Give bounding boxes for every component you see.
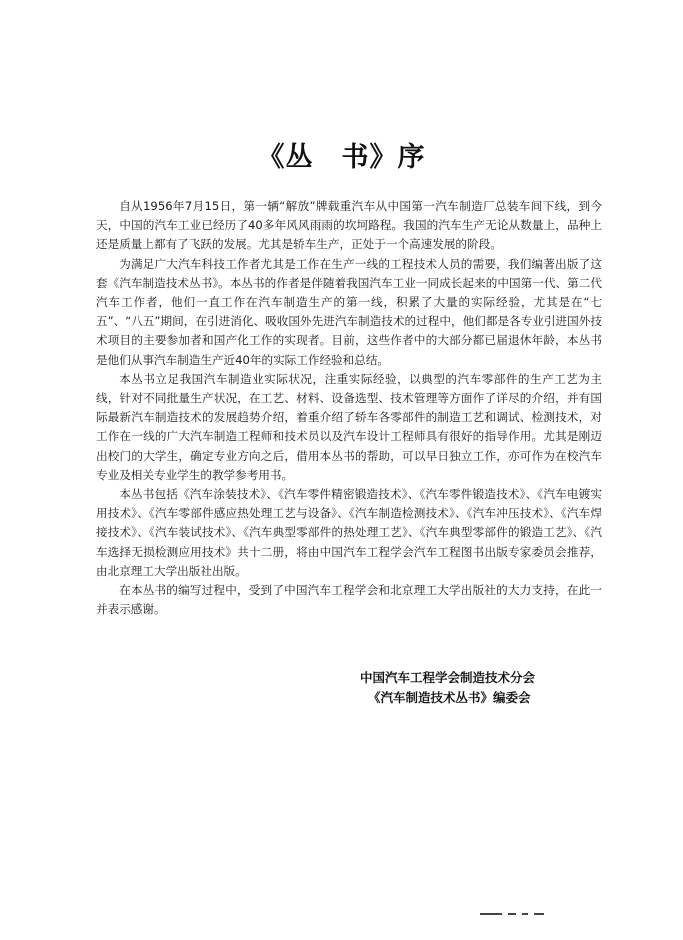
scan-artifact-dash: [480, 913, 502, 915]
signature-organization: 中国汽车工程学会制造技术分会: [360, 670, 536, 685]
preface-body: [96, 197, 602, 619]
scan-artifact: [480, 912, 560, 915]
signature-committee: 《汽车制造技术丛书》编委会: [368, 690, 531, 705]
signature-block: [360, 668, 535, 708]
scan-artifact-dash: [534, 913, 544, 915]
scan-artifact-dash: [522, 913, 528, 915]
paragraph-5: 在本丛书的编写过程中，受到了中国汽车工程学会和北京理工大学出版社的大力支持，在此一并表示感谢。: [96, 583, 602, 617]
paragraph-4: 本丛书包括《汽车涂装技术》、《汽车零件精密锻造技术》、《汽车零件锻造技术》、《汽车电镀实用技术》、《汽车零部件感应热处理工艺与设备》、《汽车制造检测技术》、《汽车冲压技术》、《汽车焊接技术》、《汽车装试技术》、《汽车典型零部件的热处理工艺》、《汽车典型零部件的锻造工艺》、《汽车选择无损检测应用技术》共十二册，将由中国汽车工程学会汽车工程图书出版专家委员会推荐，由北京理工大学出版社出版。: [96, 487, 602, 578]
paragraph-2: 为满足广大汽车科技工作者尤其是工作在生产一线的工程技术人员的需要，我们编著出版了这套《汽车制造技术丛书》。本丛书的作者是伴随着我国汽车工业一同成长起来的中国第一代、第二代汽车工作者，他们一直工作在汽车制造生产的第一线，积累了大量的实际经验，尤其是在“七五”、“八五”期间，在引进消化、吸收国外先进汽车制造技术的过程中，他们都是各专业引进国外技术项目的主要参加者和国产化工作的实现者。目前，这些作者中的大部分都已届退休年龄，本丛书是他们从事汽车制造生产近40年的实际工作经验和总结。: [96, 256, 602, 367]
paragraph-1: 自从1956年7月15日，第一辆“解放”牌载重汽车从中国第一汽车制造厂总装车间下线，到今天，中国的汽车工业已经历了40多年风风雨雨的坎坷路程。我国的汽车生产无论从数量上，品种上还是质量上都有了飞跃的发展。尤其是轿车生产，正处于一个高速发展的阶段。: [96, 199, 602, 252]
paragraph-3: 本丛书立足我国汽车制造业实际状况，注重实际经验，以典型的汽车零部件的生产工艺为主线，针对不同批量生产状况，在工艺、材料、设备选型、技术管理等方面作了详尽的介绍，并有国际最新汽车制造技术的发展趋势介绍，着重介绍了轿车各零部件的制造工艺和调试、检测技术，对工作在一线的广大汽车制造工程师和技术员以及汽车设计工程师具有很好的指导作用。尤其是刚迈出校门的大学生，确定专业方向之后，借用本丛书的帮助，可以早日独立工作，亦可作为在校汽车专业及相关专业学生的教学参考用书。: [96, 371, 602, 482]
page-title: 《丛 书》序: [257, 142, 426, 173]
scan-artifact-dash: [508, 913, 516, 915]
